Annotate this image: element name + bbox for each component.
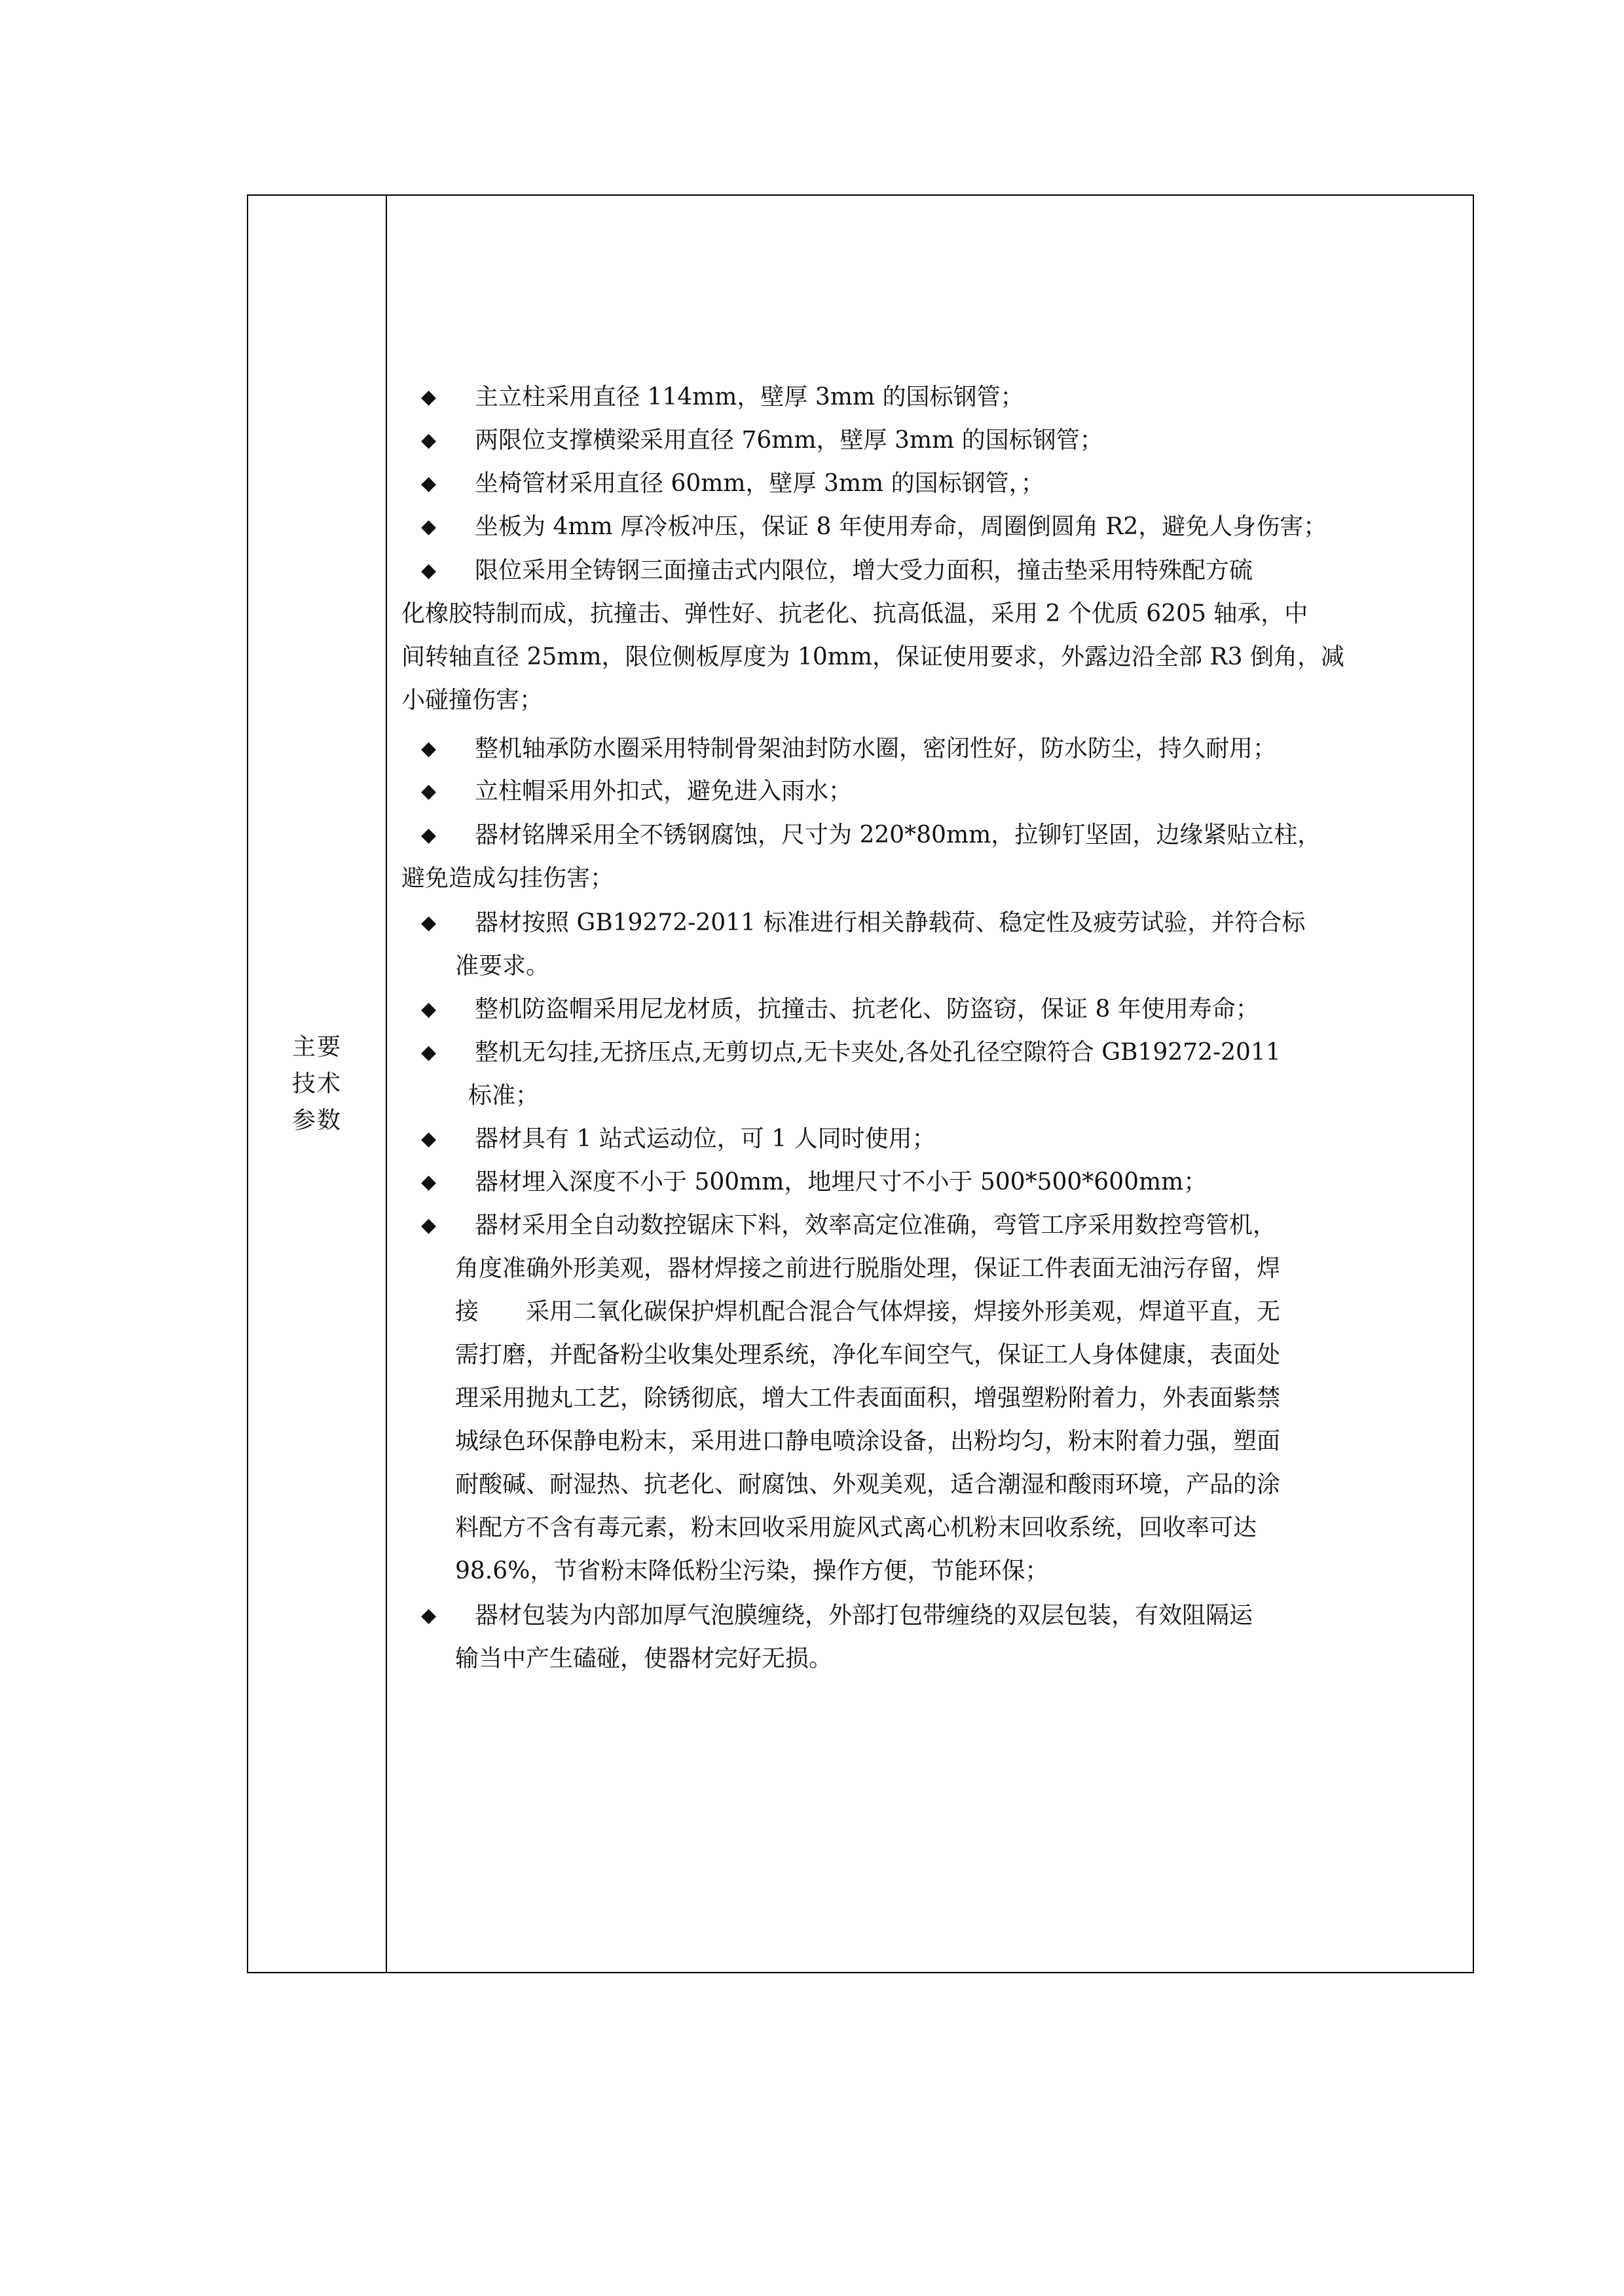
spec-item: [421, 988, 1469, 1031]
spec-item-line: 器材包装为内部加厚气泡膜缠绕，外部打包带缠绕的双层包装，有效阻隔运: [475, 1602, 1253, 1629]
spec-table: [247, 194, 1474, 1973]
spec-item-line: 小碰撞伤害；: [401, 687, 544, 714]
spec-item-line: 标准；: [468, 1082, 540, 1109]
spec-item-line: 避免造成勾挂伤害；: [401, 865, 614, 892]
content-cell: [387, 196, 1473, 1972]
diamond-bullet-icon: ◆: [421, 1127, 437, 1150]
diamond-bullet-icon: ◆: [421, 1214, 437, 1237]
spec-item-line: 坐椅管材采用直径 60mm，壁厚 3mm 的国标钢管，；: [475, 470, 1044, 497]
diamond-bullet-icon: ◆: [421, 472, 437, 495]
spec-item: [421, 462, 1469, 505]
spec-item-line: 立柱帽采用外扣式，避免进入雨水；: [475, 778, 853, 805]
diamond-bullet-icon: ◆: [421, 559, 437, 582]
spec-item-line: 输当中产生磕碰，使器材完好无损。: [455, 1645, 833, 1672]
spec-item-line: 器材具有 1 站式运动位，可 1 人同时使用；: [475, 1125, 936, 1152]
diamond-bullet-icon: ◆: [421, 1604, 437, 1627]
spec-item: [421, 419, 1469, 462]
diamond-bullet-icon: ◆: [421, 429, 437, 452]
diamond-bullet-icon: ◆: [421, 386, 437, 409]
spec-item: [401, 549, 1469, 722]
spec-item: [421, 727, 1469, 771]
spec-item-line: 器材按照 GB19272-2011 标准进行相关静载荷、稳定性及疲劳试验，并符合标: [475, 909, 1306, 936]
spec-item: [421, 505, 1469, 549]
spec-item-line: 坐板为 4mm 厚冷板冲压，保证 8 年使用寿命，周圈倒圆角 R2，避免人身伤害；: [475, 513, 1327, 540]
spec-item-line: 城绿色环保静电粉末，采用进口静电喷涂设备，出粉均匀，粉末附着力强，塑面: [455, 1428, 1281, 1455]
spec-item-line: 需打磨，并配备粉尘收集处理系统，净化车间空气，保证工人身体健康，表面处: [455, 1341, 1281, 1368]
diamond-bullet-icon: ◆: [421, 911, 437, 934]
spec-item: [421, 770, 1469, 813]
diamond-bullet-icon: ◆: [421, 515, 437, 538]
row-label: [284, 1029, 350, 1139]
spec-item-line: 接 采用二氧化碳保护焊机配合混合气体焊接，焊接外形美观，焊道平直，无: [455, 1298, 1281, 1325]
spec-item-line: 主立柱采用直径 114mm，壁厚 3mm 的国标钢管；: [475, 384, 1024, 410]
spec-item-line: 化橡胶特制而成，抗撞击、弹性好、抗老化、抗高低温，采用 2 个优质 6205 轴承，中: [401, 600, 1308, 627]
diamond-bullet-icon: ◆: [421, 824, 437, 847]
spec-item: [421, 1204, 1469, 1593]
diamond-bullet-icon: ◆: [421, 780, 437, 803]
spec-item-line: 整机轴承防水圈采用特制骨架油封防水圈，密闭性好，防水防尘，持久耐用；: [475, 735, 1277, 762]
spec-item-line: 准要求。: [455, 953, 550, 979]
row-label-line: 主要: [291, 1033, 342, 1061]
spec-item-line: 器材铭牌采用全不锈钢腐蚀，尺寸为 220*80mm，拉铆钉坚固，边缘紧贴立柱，: [475, 822, 1321, 848]
spec-item-line: 器材埋入深度不小于 500mm，地埋尺寸不小于 500*500*600mm；: [475, 1169, 1208, 1195]
spec-item-line: 耐酸碱、耐湿热、抗老化、耐腐蚀、外观美观，适合潮湿和酸雨环境，产品的涂: [455, 1471, 1281, 1498]
spec-item-line: 间转轴直径 25mm，限位侧板厚度为 10mm，保证使用要求，外露边沿全部 R3 倒角，减: [401, 644, 1344, 670]
label-cell: [248, 196, 386, 1972]
spec-item-line: 限位采用全铸钢三面撞击式内限位，增大受力面积，撞击垫采用特殊配方硫: [475, 557, 1253, 584]
spec-item: [421, 376, 1469, 419]
spec-item: [421, 902, 1469, 988]
spec-item-line: 料配方不含有毒元素，粉末回收采用旋风式离心机粉末回收系统，回收率可达: [455, 1514, 1257, 1541]
spec-item-line: 理采用抛丸工艺，除锈彻底，增大工件表面面积，增强塑粉附着力，外表面紫禁: [455, 1385, 1281, 1412]
spec-item-line: 器材采用全自动数控锯床下料，效率高定位准确，弯管工序采用数控弯管机，: [475, 1212, 1277, 1239]
spec-item: [401, 814, 1469, 900]
spec-item: [421, 1161, 1469, 1204]
spec-item: [421, 1118, 1469, 1161]
diamond-bullet-icon: ◆: [421, 1041, 437, 1064]
row-label-line: 技术: [291, 1070, 342, 1097]
diamond-bullet-icon: ◆: [421, 737, 437, 760]
spec-item-line: 角度准确外形美观，器材焊接之前进行脱脂处理，保证工件表面无油污存留，焊: [455, 1255, 1281, 1282]
spec-item-line: 两限位支撑横梁采用直径 76mm，壁厚 3mm 的国标钢管；: [475, 427, 1103, 454]
spec-item-line: 整机防盗帽采用尼龙材质，抗撞击、抗老化、防盗窃，保证 8 年使用寿命；: [475, 996, 1259, 1023]
diamond-bullet-icon: ◆: [421, 1171, 437, 1194]
spec-item-line: 98.6%，节省粉末降低粉尘污染，操作方便，节能环保；: [455, 1558, 1049, 1584]
spec-item-line: 整机无勾挂,无挤压点,无剪切点,无卡夹处,各处孔径空隙符合 GB19272-2011: [475, 1039, 1281, 1066]
diamond-bullet-icon: ◆: [421, 998, 437, 1021]
row-label-line: 参数: [291, 1106, 342, 1134]
spec-item: [421, 1031, 1469, 1118]
spec-item: [421, 1594, 1469, 1681]
